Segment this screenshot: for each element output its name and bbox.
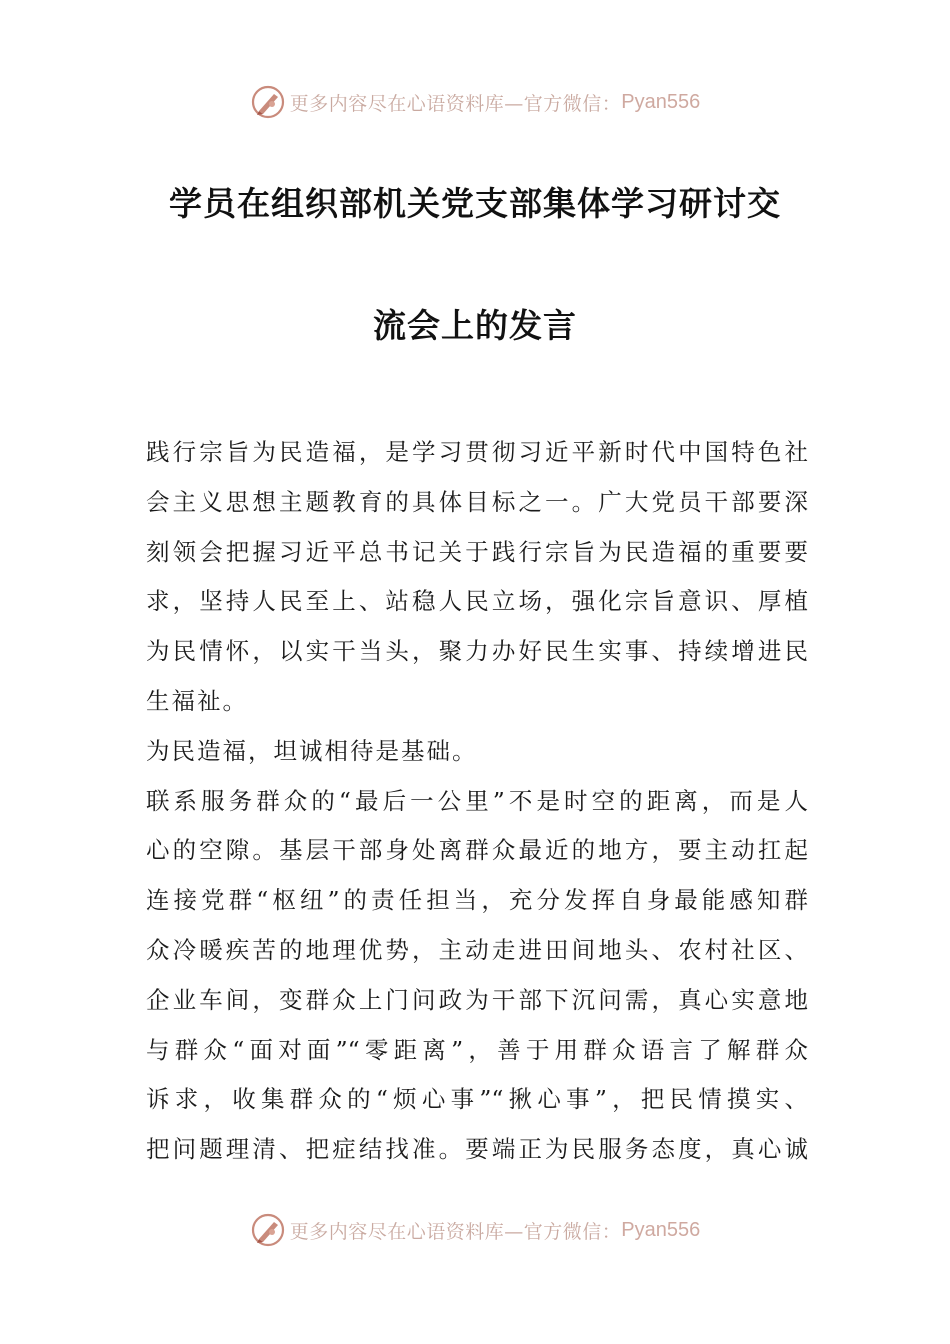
section-heading: 为民造福，坦诚相待是基础。 (146, 736, 478, 765)
watermark-wechat-id: Pyan556 (621, 90, 701, 113)
body-line: 诉求，收集群众的“烦心事”“揪心事”，把民情摸实、 (146, 1085, 808, 1114)
watermark-wechat-id: Pyan556 (621, 1218, 701, 1241)
document-title-line-1: 学员在组织部机关党支部集体学习研讨交 (169, 184, 781, 223)
body-line: 与群众“面对面”“零距离”，善于用群众语言了解群众 (146, 1035, 808, 1064)
body-line: 践行宗旨为民造福，是学习贯彻习近平新时代中国特色社 (146, 438, 808, 466)
watermark-text: 更多内容尽在心语资料库—官方微信： (289, 1220, 622, 1243)
body-line: 把问题理清、把症结找准。要端正为民服务态度，真心诚 (146, 1135, 808, 1164)
body-line: 刻领会把握习近平总书记关于践行宗旨为民造福的重要要 (146, 537, 808, 566)
body-line: 生福祉。 (146, 686, 248, 715)
pen-logo-icon (250, 84, 286, 120)
body-line: 连接党群“枢纽”的责任担当，充分发挥自身最能感知群 (146, 886, 808, 915)
body-line: 企业车间，变群众上门问政为干部下沉问需，真心实意地 (146, 985, 808, 1014)
document-title-line-2: 流会上的发言 (373, 306, 577, 345)
body-line: 会主义思想主题教育的具体目标之一。广大党员干部要深 (146, 487, 808, 516)
body-line: 联系服务群众的“最后一公里”不是时空的距离，而是人 (146, 786, 808, 815)
watermark-header (0, 82, 950, 122)
pen-logo-icon (250, 1212, 286, 1248)
watermark-text: 更多内容尽在心语资料库—官方微信： (289, 92, 622, 115)
document-body (146, 428, 808, 1175)
body-line: 求，坚持人民至上、站稳人民立场，强化宗旨意识、厚植 (146, 587, 808, 616)
watermark-footer (0, 1210, 950, 1250)
body-line: 心的空隙。基层干部身处离群众最近的地方，要主动扛起 (146, 836, 808, 865)
body-line: 为民情怀，以实干当头，聚力办好民生实事、持续增进民 (146, 637, 808, 666)
body-line: 众冷暖疾苦的地理优势，主动走进田间地头、农村社区、 (146, 935, 808, 964)
